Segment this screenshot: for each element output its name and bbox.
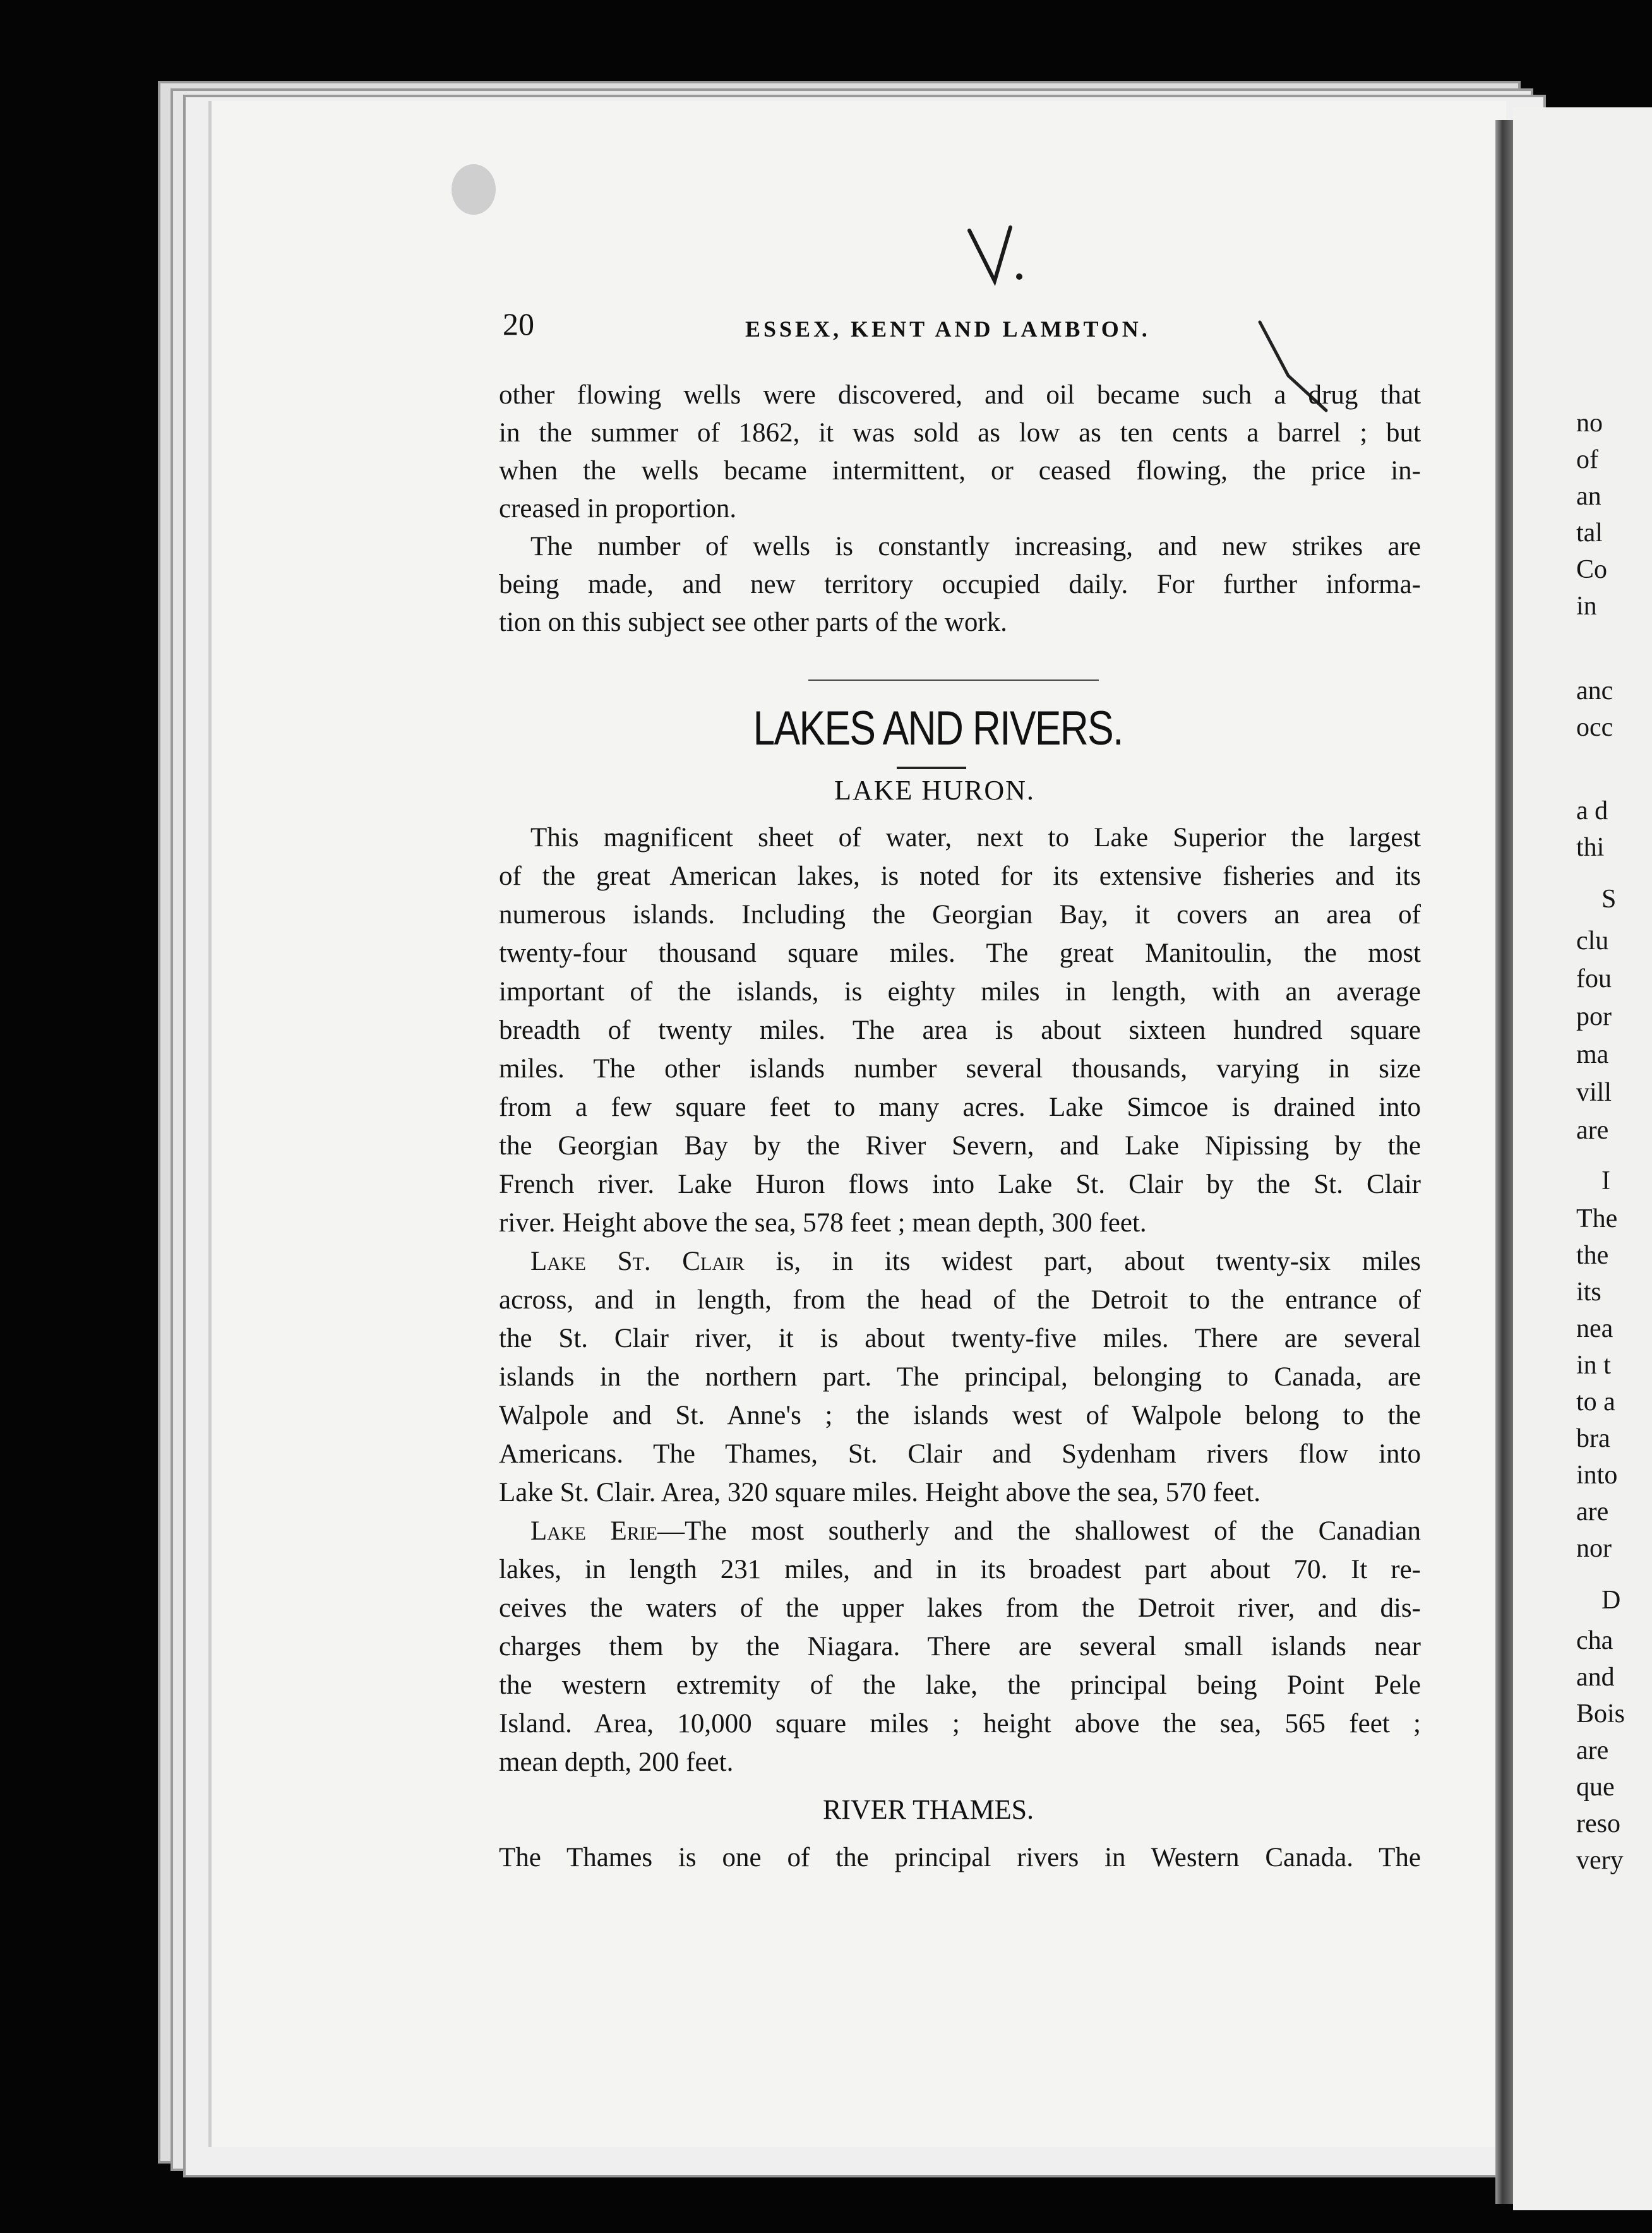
facing-text: its	[1576, 1278, 1601, 1307]
facing-text: The	[1576, 1204, 1618, 1233]
facing-text: of	[1576, 445, 1598, 474]
river-thames-heading: RIVER THAMES.	[822, 1794, 1034, 1825]
text-line: islands in the northern part. The principal, belonging to Canada, are	[499, 1362, 1421, 1392]
facing-text: are	[1576, 1116, 1609, 1145]
facing-text: por	[1576, 1002, 1612, 1031]
facing-text: in	[1576, 592, 1597, 621]
facing-text: are	[1576, 1736, 1609, 1765]
body-text-thames	[499, 1839, 1421, 1877]
facing-text: occ	[1576, 713, 1613, 742]
lake-st-clair-label: Lake St. Clair	[530, 1247, 745, 1276]
text-line: of the great American lakes, is noted for its extensive fisheries and its	[499, 861, 1421, 891]
text-line: other flowing wells were discovered, and oil became such a drug that	[499, 380, 1421, 410]
lake-huron-heading: LAKE HURON.	[834, 775, 1035, 806]
facing-text: a d	[1576, 796, 1608, 825]
section-title: LAKES AND RIVERS.	[753, 702, 1123, 755]
text-line: breadth of twenty miles. The area is about sixteen hundred square	[499, 1015, 1421, 1045]
text-line: the western extremity of the lake, the principal being Point Pele	[499, 1670, 1421, 1700]
text-run: is, in its widest part, about twenty-six miles	[744, 1247, 1421, 1276]
facing-text: fou	[1576, 964, 1612, 993]
facing-page	[1513, 107, 1652, 2210]
text-line: creased in proportion.	[499, 494, 737, 524]
text-line: numerous islands. Including the Georgian Bay, it covers an area of	[499, 900, 1421, 930]
facing-text: nor	[1576, 1534, 1612, 1563]
facing-text: and	[1576, 1663, 1615, 1692]
text-line: Lake St. Clair. Area, 320 square miles. Height above the sea, 570 feet.	[499, 1478, 1261, 1507]
text-line: tion on this subject see other parts of the work.	[499, 608, 1007, 637]
text-run: —The most southerly and the shallowest of the Canadian	[657, 1516, 1421, 1546]
text-line: the St. Clair river, it is about twenty-five miles. There are several	[499, 1324, 1421, 1353]
facing-text: cha	[1576, 1626, 1613, 1655]
facing-text: anc	[1576, 676, 1613, 705]
facing-text: I	[1601, 1166, 1610, 1195]
facing-text: to a	[1576, 1387, 1615, 1416]
body-text-lakes	[499, 818, 1421, 1781]
text-line: French river. Lake Huron flows into Lake St. Clair by the St. Clair	[499, 1170, 1421, 1199]
text-line: twenty-four thousand square miles. The great Manitoulin, the most	[499, 938, 1421, 968]
text-line: miles. The other islands number several thousands, varying in size	[499, 1054, 1421, 1084]
section-divider	[808, 679, 1099, 681]
facing-text: Co	[1576, 555, 1608, 584]
facing-text: into	[1576, 1461, 1618, 1490]
facing-text: bra	[1576, 1424, 1610, 1453]
facing-text: are	[1576, 1497, 1609, 1526]
text-line: The Thames is one of the principal rivers in Western Canada. The	[499, 1843, 1421, 1872]
facing-text: the	[1576, 1241, 1609, 1270]
stain	[452, 164, 496, 215]
facing-text: an	[1576, 482, 1601, 511]
page-number: 20	[503, 306, 534, 342]
text-line: across, and in length, from the head of the Detroit to the entrance of	[499, 1285, 1421, 1315]
text-line: Island. Area, 10,000 square miles ; height above the sea, 565 feet ;	[499, 1709, 1421, 1739]
facing-text: clu	[1576, 926, 1609, 955]
text-line: from a few square feet to many acres. Lake Simcoe is drained into	[499, 1093, 1421, 1122]
text-line: important of the islands, is eighty miles in length, with an average	[499, 977, 1421, 1007]
facing-text: vill	[1576, 1078, 1612, 1107]
text-line: in the summer of 1862, it was sold as low as ten cents a barrel ; but	[499, 418, 1421, 448]
facing-text: S	[1601, 885, 1617, 914]
heading-underline	[897, 767, 966, 769]
facing-text: very	[1576, 1846, 1624, 1875]
facing-text: D	[1601, 1586, 1621, 1615]
text-line: ceives the waters of the upper lakes from the Detroit river, and dis-	[499, 1593, 1421, 1623]
text-line: Americans. The Thames, St. Clair and Sydenham rivers flow into	[499, 1439, 1421, 1469]
text-line: being made, and new territory occupied daily. For further informa-	[499, 570, 1421, 599]
pencil-check-mark	[966, 221, 1023, 290]
text-line: the Georgian Bay by the River Severn, and Lake Nipissing by the	[499, 1131, 1421, 1161]
running-head: ESSEX, KENT AND LAMBTON.	[745, 316, 1151, 342]
facing-text: Bois	[1576, 1699, 1625, 1728]
text-line: lakes, in length 231 miles, and in its broadest part about 70. It re-	[499, 1555, 1421, 1584]
facing-text: reso	[1576, 1809, 1620, 1838]
text-line: The number of wells is constantly increasing, and new strikes are	[530, 532, 1421, 561]
body-text-top	[499, 376, 1421, 642]
text-line	[499, 1512, 1421, 1550]
facing-text: no	[1576, 409, 1603, 438]
facing-text: que	[1576, 1773, 1615, 1802]
text-line: mean depth, 200 feet.	[499, 1747, 734, 1777]
facing-text: in t	[1576, 1351, 1611, 1380]
facing-text: thi	[1576, 833, 1605, 862]
text-line: when the wells became intermittent, or ceased flowing, the price in-	[499, 456, 1421, 486]
text-line: charges them by the Niagara. There are several small islands near	[499, 1632, 1421, 1661]
book-gutter	[1495, 120, 1513, 2204]
facing-text: tal	[1576, 518, 1603, 548]
text-line: river. Height above the sea, 578 feet ; mean depth, 300 feet.	[499, 1208, 1147, 1238]
lake-erie-label: Lake Erie	[530, 1516, 658, 1546]
text-line: This magnificent sheet of water, next to Lake Superior the largest	[530, 823, 1421, 853]
facing-text: ma	[1576, 1040, 1609, 1069]
facing-text: nea	[1576, 1314, 1613, 1343]
text-line	[499, 1242, 1421, 1281]
text-line: Walpole and St. Anne's ; the islands west of Walpole belong to the	[499, 1401, 1421, 1430]
